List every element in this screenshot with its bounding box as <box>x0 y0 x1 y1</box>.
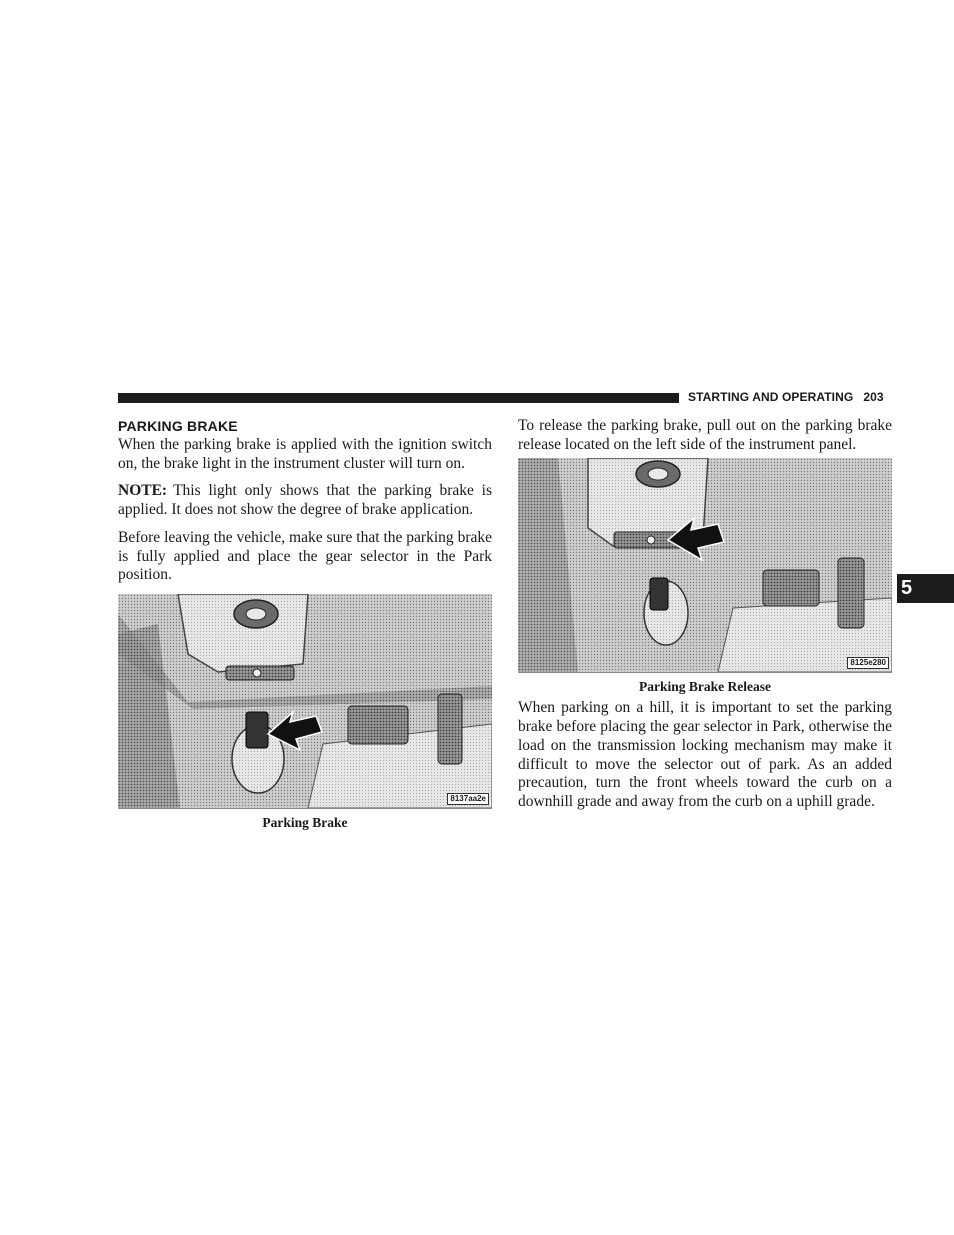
right-column <box>518 417 892 821</box>
figure-code: 8137aa2e <box>447 793 489 805</box>
parking-brake-drawing <box>118 594 492 808</box>
paragraph-before-leaving: Before leaving the vehicle, make sure that the parking brake is fully applied and place the gear selector in the Park position. <box>118 528 492 584</box>
parking-brake-illustration <box>118 594 492 809</box>
left-column <box>118 417 492 831</box>
header-rule <box>118 393 679 403</box>
section-heading: PARKING BRAKE <box>118 418 238 434</box>
parking-brake-release-illustration <box>518 458 892 673</box>
note-paragraph <box>118 482 492 519</box>
paragraph-release: To release the parking brake, pull out on the parking brake release located on the left side of the instrument panel. <box>518 417 892 453</box>
paragraph-hill-parking: When parking on a hill, it is important to set the parking brake before placing the gear selector in Park, otherwise the load on the transmission locking mechanism may make it difficult to move the selector out of park. As an added precaution, turn the front wheels toward the curb on a downhill grade and away from the curb on a uphill grade. <box>518 699 892 810</box>
figure-code: 8125e280 <box>847 657 889 669</box>
figure-caption: Parking Brake <box>262 814 348 830</box>
running-header <box>688 390 884 404</box>
figure-caption: Parking Brake Release <box>639 679 771 695</box>
paragraph-brake-light: When the parking brake is applied with the ignition switch on, the brake light in the instrument cluster will turn on. <box>118 436 492 472</box>
page-number: 203 <box>863 390 884 404</box>
header-section-title: STARTING AND OPERATING <box>688 390 854 404</box>
note-label: NOTE: <box>118 482 168 500</box>
note-text: This light only shows that the parking brake is applied. It does not show the degree of brake application. <box>118 482 492 519</box>
chapter-tab: 5 <box>897 574 954 603</box>
parking-brake-release-drawing <box>518 458 892 672</box>
